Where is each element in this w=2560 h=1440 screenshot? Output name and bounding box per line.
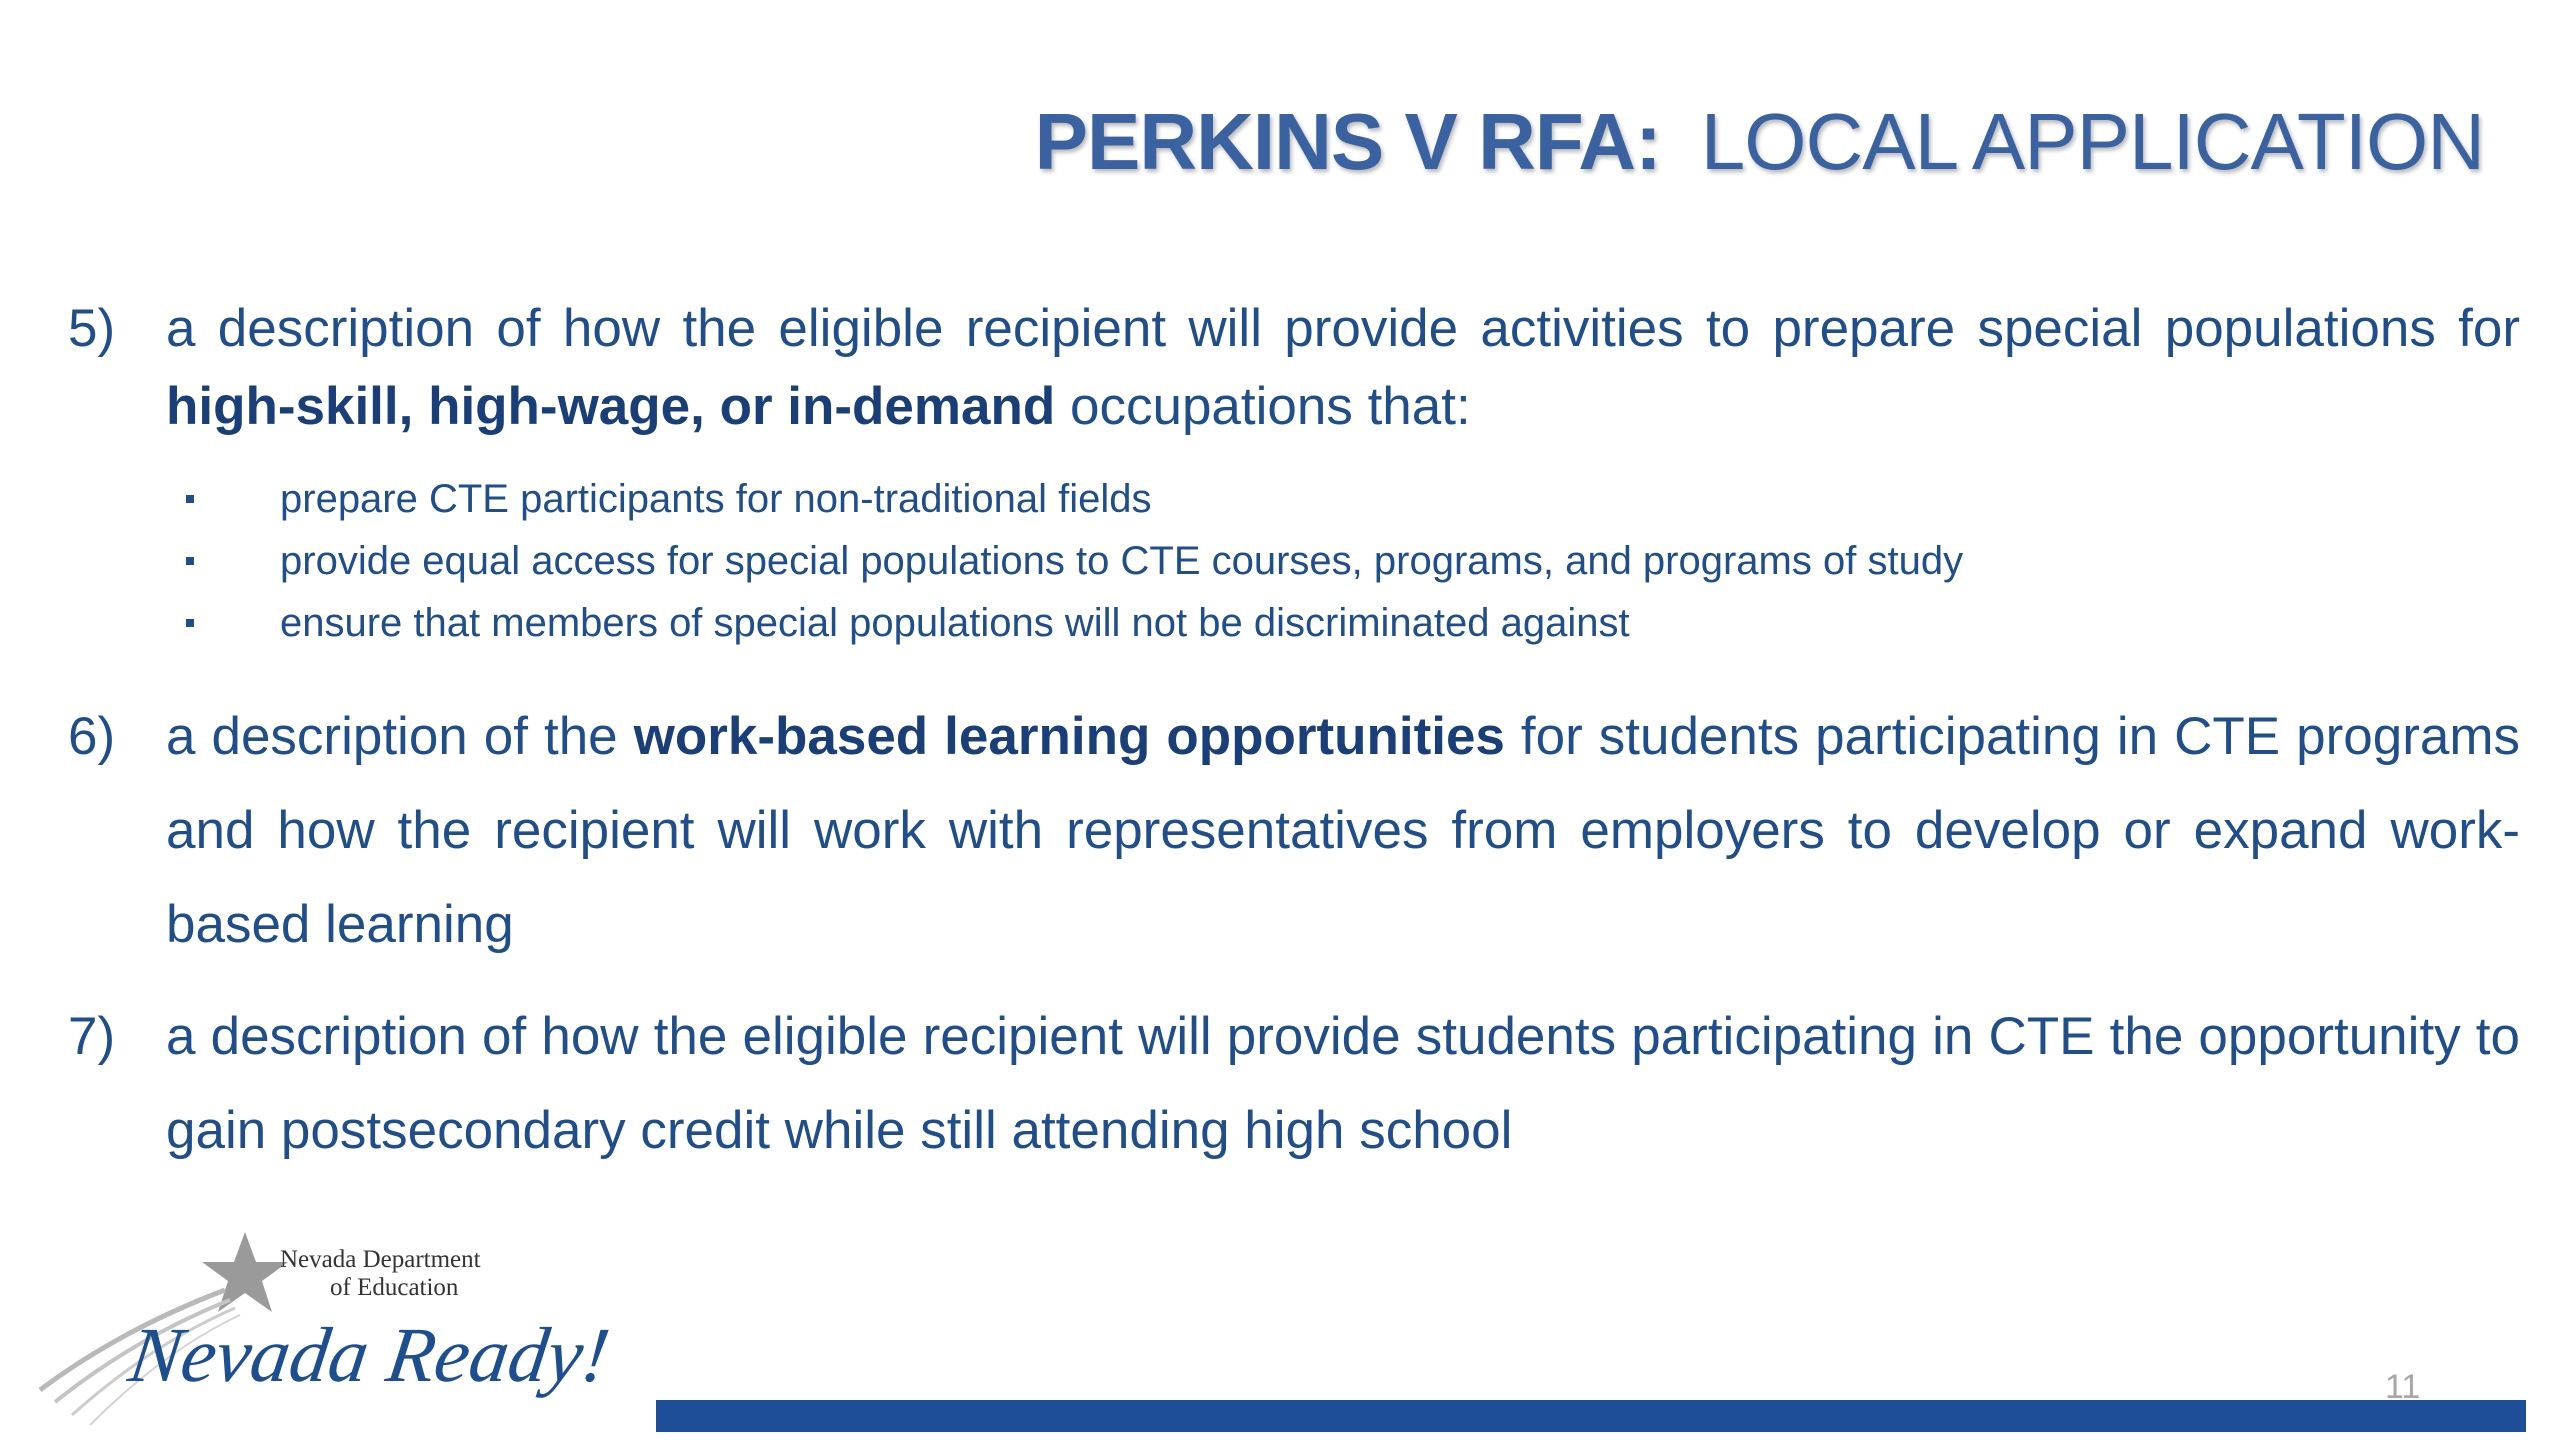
item-6-text [166, 690, 2520, 972]
bullet-item [180, 468, 2380, 530]
bullet-item [180, 592, 2380, 654]
item-5 [68, 290, 2520, 446]
title-bold: PERKINS V RFA: [1034, 97, 1661, 186]
bullet-square-icon [186, 495, 194, 503]
item-5-post: occupations that: [1070, 377, 1471, 436]
item-6-bold: work-based learning opportunities [633, 707, 1505, 766]
item-5-bold: high-skill, high-wage, or in-demand [166, 377, 1056, 436]
bullet-square-icon [186, 619, 194, 627]
item-6-number: 6) [68, 707, 116, 766]
logo-dept-line1: Nevada Department [280, 1246, 481, 1273]
title-rest: LOCAL APPLICATION [1700, 97, 2484, 186]
item-5-bullet-list [180, 468, 2380, 654]
nevada-ready-logo [30, 1220, 630, 1440]
slide-title [1035, 96, 2484, 188]
item-5-number: 5) [68, 299, 116, 358]
logo-tagline: Nevada Ready! [123, 1311, 615, 1398]
item-6 [68, 690, 2520, 972]
bullet-square-icon [186, 557, 194, 565]
bullet-text: ensure that members of special populations will not be discriminated against [280, 601, 1630, 645]
logo-dept-line2: of Education [330, 1274, 459, 1301]
item-7 [68, 990, 2520, 1178]
item-5-text [166, 290, 2520, 446]
footer-bar [656, 1400, 2526, 1432]
bullet-text: prepare CTE participants for non-traditional fields [280, 477, 1152, 521]
item-6-pre: a description of the [166, 707, 618, 766]
bullet-item [180, 530, 2380, 592]
item-6-post: for students participating in CTE programs and how the recipient will work with representatives from employers to develop or expand work-based learning [166, 707, 2520, 954]
item-7-number: 7) [68, 1007, 116, 1066]
item-5-pre: a description of how the eligible recipient will provide activities to prepare special populations for [166, 299, 2520, 358]
item-7-text: a description of how the eligible recipient will provide students participating in CTE the opportunity to gain postsecondary credit while still attending high school [166, 1007, 2520, 1160]
bullet-text: provide equal access for special populations to CTE courses, programs, and programs of study [280, 539, 1964, 583]
page-number: 11 [2385, 1368, 2421, 1406]
